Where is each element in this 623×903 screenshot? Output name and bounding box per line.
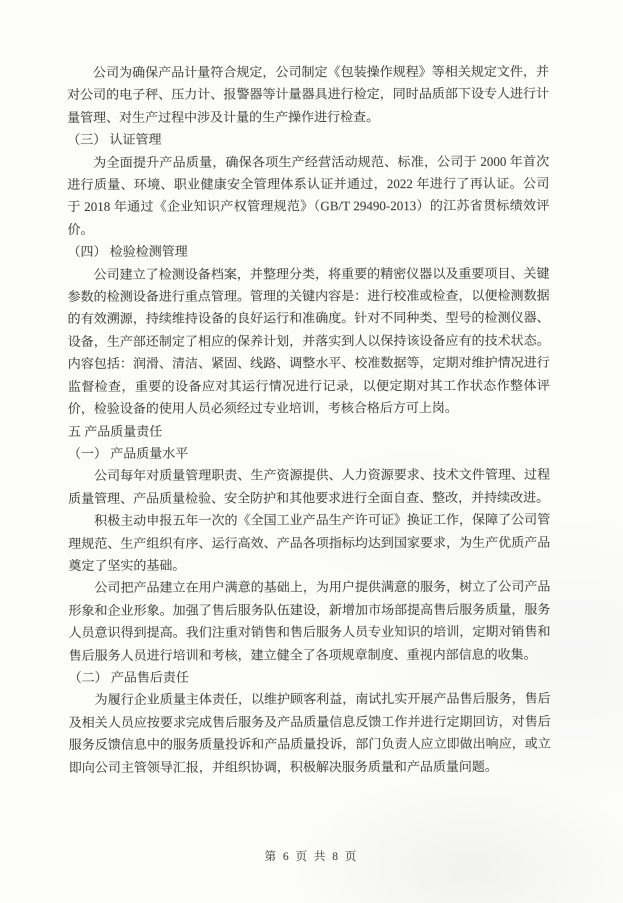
heading-inspection-testing-management: （四） 检验检测管理 [67,243,188,260]
paragraph-metrology-management: 公司为确保产品计量符合规定，公司制定《包装操作规程》等相关规定文件，并对公司的电子秤、压力计、报警器等计量器具进行检定，同时品质部下设专人进行计量管理、对生产过程中涉及计量的生产操作进行检查。 [67,63,550,125]
document-body [67,61,551,779]
paragraph-certification-history: 为全面提升产品质量，确保各项生产经营活动规范、标准，公司于 2000 年首次进行质量、环境、职业健康安全管理体系认证并通过，2022 年进行了再认证。公司于 2018 年通过《企业知识产权管理规范》（GB/T 29490-2013）的江苏省贯标绩效评价。 [67,153,550,237]
page-footer: 第 6 页 共 8 页 [264,851,359,863]
paragraph-testing-equipment: 公司建立了检测设备档案，并整理分类，将重要的精密仪器以及重要项目、关键参数的检测设备进行重点管理。管理的关键内容是：进行校准或检查，以便检测数据的有效溯源，持续维持设备的良好运行和准确度。针对不同种类、型号的检测仪器、设备，生产部还制定了相应的保养计划，并落实到人以保持该设备应有的技术状态。内容包括：润滑、清洁、紧固、线路、调整水平、校准数据等，定期对维护情况进行监督检查，重要的设备应对其运行情况进行记录，以便定期对其工作状态作整体评价，检验设备的使用人员必须经过专业培训，考核合格后方可上岗。 [67,265,550,417]
heading-product-quality-level: （一） 产品质量水平 [68,445,189,461]
paragraph-license-renewal: 积极主动申报五年一次的《全国工业产品生产许可证》换证工作，保障了公司管理规范、生产组织有序、运行高效、产品各项指标均达到国家要求，为生产优质产品奠定了坚实的基础。 [68,511,551,573]
heading-product-quality-responsibility: 五 产品质量责任 [67,423,163,439]
paragraph-after-sales-service: 为履行企业质量主体责任，以维护顾客利益，南试扎实开展产品售后服务，售后及相关人员应按要求完成售后服务及产品质量信息反馈工作并进行定期回访，对售后服务反馈信息中的服务质量投诉和产品质量投诉，部门负责人应立即做出响应，或立即向公司主管领导汇报，并组织协调，积极解决服务质量和产品质量问题。 [68,691,551,775]
paragraph-annual-self-check: 公司每年对质量管理职责、生产资源提供、人力资源要求、技术文件管理、过程质量管理、产品质量检验、安全防护和其他要求进行全面自查、整改，并持续改进。 [68,467,551,506]
paragraph-customer-satisfaction: 公司把产品建立在用户满意的基础上，为用户提供满意的服务，树立了公司产品形象和企业形象。加强了售后服务队伍建设，新增加市场部提高售后服务质量，服务人员意识得到提高。我们注重对销售和售后服务人员专业知识的培训，定期对销售和售后服务人员进行培训和考核，建立健全了各项规章制度、重视内部信息的收集。 [68,579,551,663]
heading-certification-management: （三） 认证管理 [67,131,162,148]
heading-after-sales-responsibility: （二） 产品售后责任 [68,669,189,685]
